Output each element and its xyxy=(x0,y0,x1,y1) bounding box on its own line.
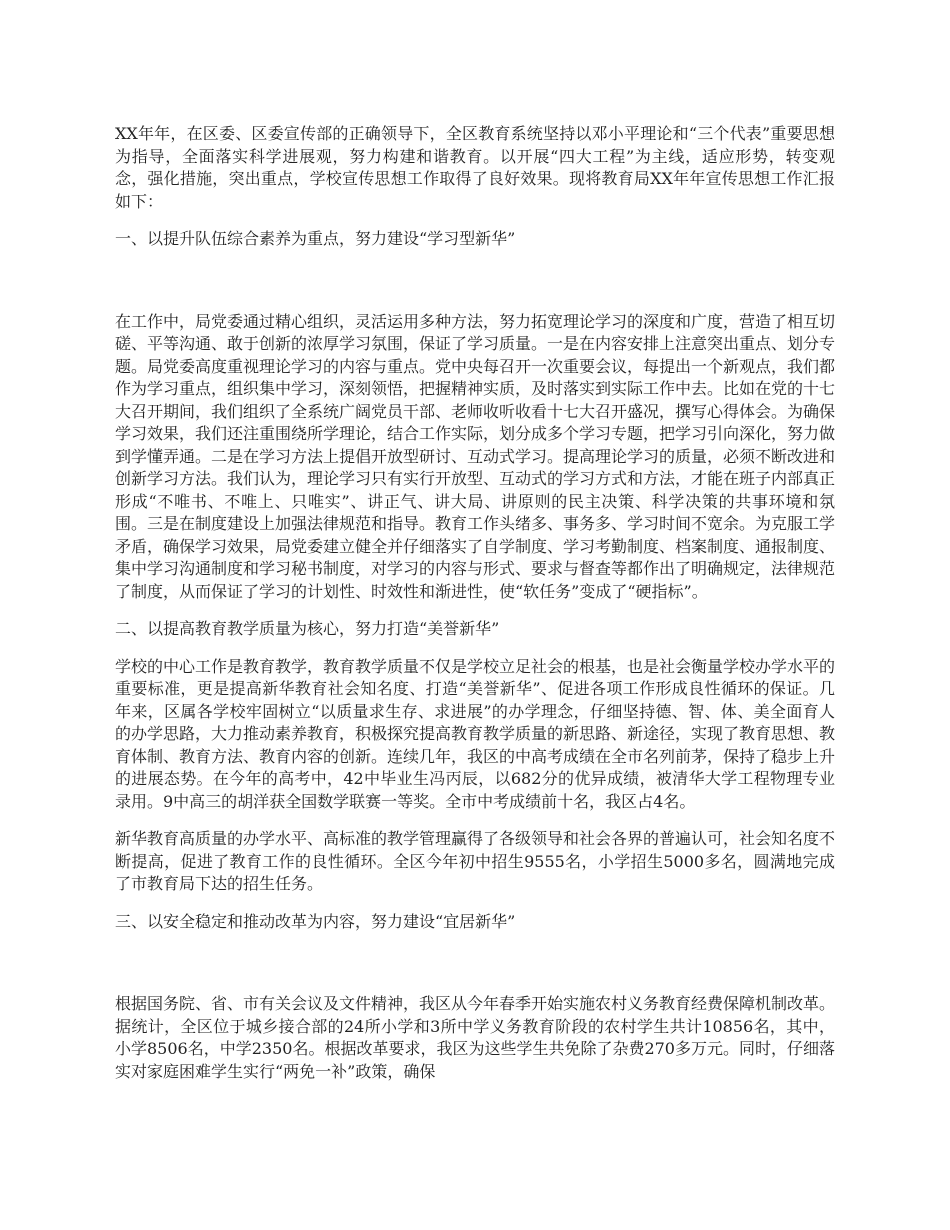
section-heading-2: 二、以提高教育教学质量为核心，努力打造“美誉新华” xyxy=(115,619,500,638)
section-heading-3: 三、以安全稳定和推动改革为内容，努力建设“宜居新华” xyxy=(115,911,516,931)
document-page xyxy=(115,123,835,1098)
section-heading-1: 一、以提升队伍综合素养为重点，努力建设“学习型新华” xyxy=(115,229,516,248)
section-1-paragraph: 在工作中，局党委通过精心组织，灵活运用多种方法，努力拓宽理论学习的深度和广度，营造了相互切磋、平等沟通、敢于创新的浓厚学习氛围，保证了学习质量。一是在内容安排上注意突出重点、划分专题。局党委高度重视理论学习的内容与重点。党中央每召开一次重要会议，每提出一个新观点，我们都作为学习重点，组织集中学习，深刻领悟，把握精神实质，及时落实到实际工作中去。比如在党的十七大召开期间，我们组织了全系统广阔党员干部、老师收听收看十七大召开盛况，撰写心得体会。为确保学习效果，我们还注重围绕所学理论，结合工作实际，划分成多个学习专题，把学习引向深化，努力做到学懂弄通。二是在学习方法上提倡开放型研讨、互动式学习。提高理论学习的质量，必须不断改进和创新学习方法。我们认为，理论学习只有实行开放型、互动式的学习方式和方法，才能在班子内部真正形成“不唯书、不唯上、只唯实”、讲正气、讲大局、讲原则的民主决策、科学决策的共事环境和氛围。三是在制度建设上加强法律规范和指导。教育工作头绪多、事务多、学习时间不宽余。为克服工学矛盾，确保学习效果，局党委建立健全并仔细落实了自学制度、学习考勤制度、档案制度、通报制度、集中学习沟通制度和学习秘书制度，对学习的内容与形式、要求与督查等都作出了明确规定，法律规范了制度，从而保证了学习的计划性、时效性和渐进性，使“软任务”变成了“硬指标”。 xyxy=(115,311,836,601)
section-3-paragraph: 根据国务院、省、市有关会议及文件精神，我区从今年春季开始实施农村义务教育经费保障机制改革。据统计，全区位于城乡接合部的24所小学和3所中学义务教育阶段的农村学生共计10856名，其中，小学8506名，中学2350名。根据改革要求，我区为这些学生共免除了杂费270多万元。同时，仔细落实对家庭困难学生实行“两免一补”政策，确保 xyxy=(115,994,836,1081)
section-2-paragraph-1: 学校的中心工作是教育教学，教育教学质量不仅是学校立足社会的根基，也是社会衡量学校办学水平的重要标准，更是提高新华教育社会知名度、打造“美誉新华”、促进各项工作形成良性循环的保证。几年来，区属各学校牢固树立“以质量求生存、求进展”的办学理念，仔细坚持德、智、体、美全面育人的办学思路，大力推动素养教育，积极探究提高教育教学质量的新思路、新途径，实现了教育思想、教育体制、教育方法、教育内容的创新。连续几年，我区的中高考成绩在全市名列前茅，保持了稳步上升的进展态势。在今年的高考中，42中毕业生冯丙辰，以682分的优异成绩，被清华大学工程物理专业录用。9中高三的胡洋获全国数学联赛一等奖。全市中考成绩前十名，我区占4名。 xyxy=(115,656,836,811)
intro-paragraph: XX年年，在区委、区委宣传部的正确领导下，全区教育系统坚持以邓小平理论和“三个代表”重要思想为指导，全面落实科学进展观，努力构建和谐教育。以开展“四大工程”为主线，适应形势，转变观念，强化措施，突出重点，学校宣传思想工作取得了良好效果。现将教育局XX年年宣传思想工作汇报如下： xyxy=(115,124,835,211)
section-2-paragraph-2: 新华教育高质量的办学水平、高标准的教学管理赢得了各级领导和社会各界的普遍认可，社会知名度不断提高，促进了教育工作的良性循环。全区今年初中招生9555名，小学招生5000多名，圆满地完成了市教育局下达的招生任务。 xyxy=(115,829,836,893)
